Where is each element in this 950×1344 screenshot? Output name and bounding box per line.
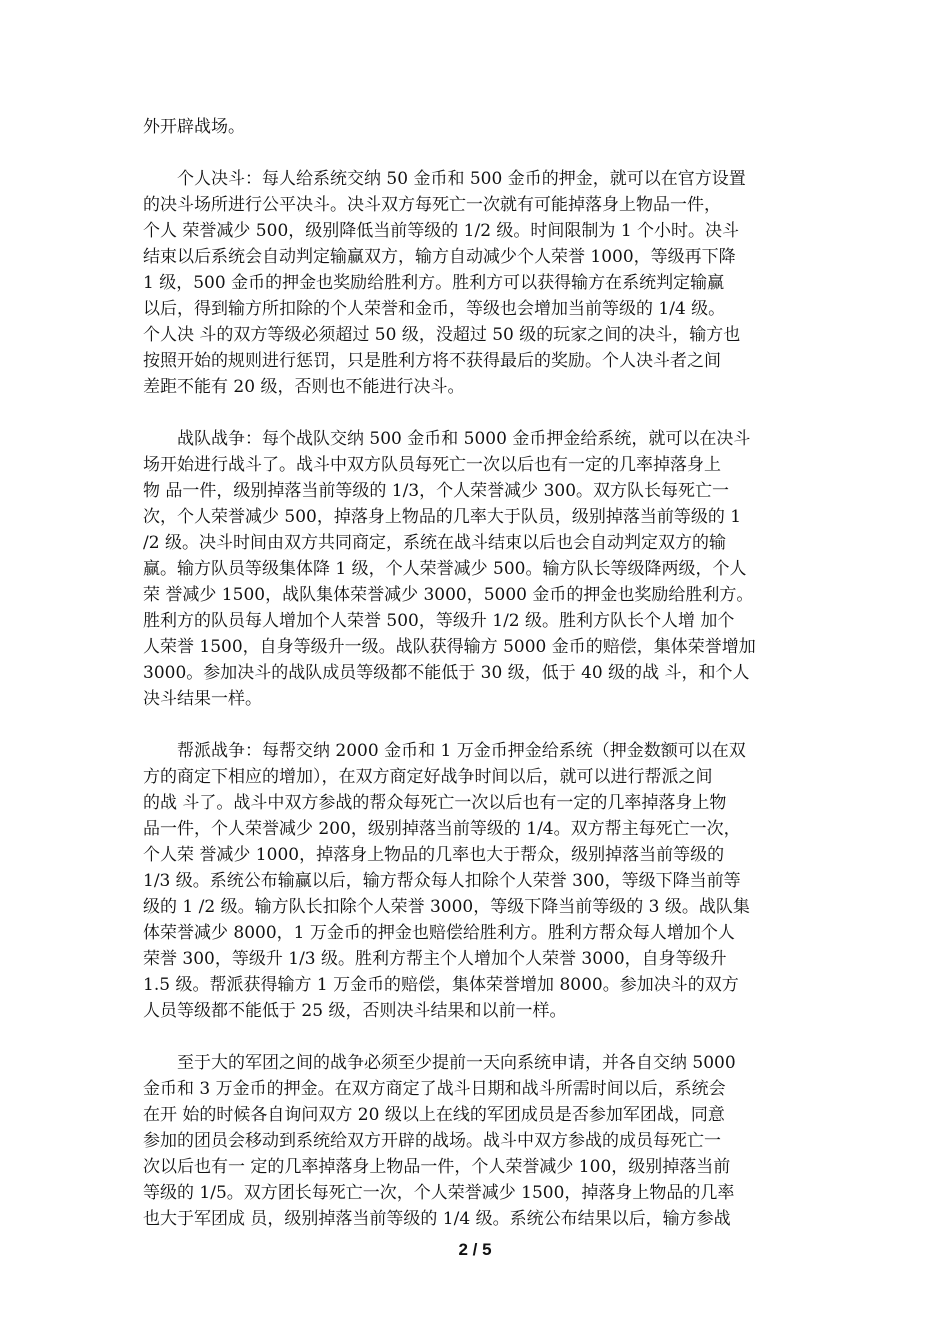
text-line: 决斗结果一样。 bbox=[143, 689, 262, 709]
text-line: 外开辟战场。 bbox=[143, 117, 245, 137]
text-line: 次，个人荣誉减少 500，掉落身上物品的几率大于队员，级别掉落当前等级的 1 bbox=[143, 507, 742, 527]
text-line: 1/3 级。系统公布输赢以后，输方帮众每人扣除个人荣誉 300，等级下降当前等 bbox=[143, 871, 741, 891]
text-line: 以后，得到输方所扣除的个人荣誉和金币，等级也会增加当前等级的 1/4 级。 bbox=[143, 299, 726, 319]
text-line: 的战 斗了。战斗中双方参战的帮众每死亡一次以后也有一定的几率掉落身上物 bbox=[143, 793, 727, 813]
text-line: 3000。参加决斗的战队成员等级都不能低于 30 级，低于 40 级的战 斗，和个人 bbox=[143, 663, 750, 683]
text-line: 1 级，500 金币的押金也奖励给胜利方。胜利方可以获得输方在系统判定输赢 bbox=[143, 273, 725, 293]
text-line: 至于大的军团之间的战争必须至少提前一天向系统申请，并各自交纳 5000 bbox=[143, 1053, 736, 1073]
text-line: 也大于军团成 员，级别掉落当前等级的 1/4 级。系统公布结果以后，输方参战 bbox=[143, 1209, 731, 1229]
text-line: 人员等级都不能低于 25 级，否则决斗结果和以前一样。 bbox=[143, 1001, 567, 1021]
text-line: 物 品一件，级别掉落当前等级的 1/3，个人荣誉减少 300。双方队长每死亡一 bbox=[143, 481, 730, 501]
text-line: 个人荣 誉减少 1000，掉落身上物品的几率也大于帮众，级别掉落当前等级的 bbox=[143, 845, 725, 865]
text-line: 金币和 3 万金币的押金。在双方商定了战斗日期和战斗所需时间以后，系统会 bbox=[143, 1079, 726, 1099]
text-line: 按照开始的规则进行惩罚，只是胜利方将不获得最后的奖励。个人决斗者之间 bbox=[143, 351, 721, 371]
text-line: 个人 荣誉减少 500，级别降低当前等级的 1/2 级。时间限制为 1 个小时。决斗 bbox=[143, 221, 740, 241]
text-line: 品一件，个人荣誉减少 200，级别掉落当前等级的 1/4。双方帮主每死亡一次， bbox=[143, 819, 741, 839]
text-line: 级的 1 /2 级。输方队长扣除个人荣誉 3000，等级下降当前等级的 3 级。战队集 bbox=[143, 897, 750, 917]
page-number: 2 / 5 bbox=[458, 1240, 492, 1259]
text-line: 方的商定下相应的增加），在双方商定好战争时间以后，就可以进行帮派之间 bbox=[143, 767, 713, 787]
text-line: 战队战争：每个战队交纳 500 金币和 5000 金币押金给系统，就可以在决斗 bbox=[143, 429, 751, 449]
text-line: 胜利方的队员每人增加个人荣誉 500，等级升 1/2 级。胜利方队长个人增 加个 bbox=[143, 611, 735, 631]
text-line: 结束以后系统会自动判定输赢双方，输方自动减少个人荣誉 1000，等级再下降 bbox=[143, 247, 736, 267]
text-line: 赢。输方队员等级集体降 1 级，个人荣誉减少 500。输方队长等级降两级，个人 bbox=[143, 559, 747, 579]
text-line: 荣誉 300，等级升 1/3 级。胜利方帮主个人增加个人荣誉 3000，自身等级升 bbox=[143, 949, 727, 969]
text-line: 次以后也有一 定的几率掉落身上物品一件，个人荣誉减少 100，级别掉落当前 bbox=[143, 1157, 731, 1177]
text-line: 帮派战争：每帮交纳 2000 金币和 1 万金币押金给系统（押金数额可以在双 bbox=[143, 741, 746, 761]
text-line: 1.5 级。帮派获得输方 1 万金币的赔偿，集体荣誉增加 8000。参加决斗的双方 bbox=[143, 975, 739, 995]
text-line: 个人决 斗的双方等级必须超过 50 级，没超过 50 级的玩家之间的决斗，输方也 bbox=[143, 325, 741, 345]
text-line: 荣 誉减少 1500，战队集体荣誉减少 3000，5000 金币的押金也奖励给胜利方。 bbox=[143, 585, 754, 605]
text-line: 体荣誉减少 8000，1 万金币的押金也赔偿给胜利方。胜利方帮众每人增加个人 bbox=[143, 923, 735, 943]
text-line: /2 级。决斗时间由双方共同商定，系统在战斗结束以后也会自动判定双方的输 bbox=[143, 533, 726, 553]
text-line: 在开 始的时候各自询问双方 20 级以上在线的军团成员是否参加军团战，同意 bbox=[143, 1105, 725, 1125]
text-line: 差距不能有 20 级，否则也不能进行决斗。 bbox=[143, 377, 465, 397]
text-line: 的决斗场所进行公平决斗。决斗双方每死亡一次就有可能掉落身上物品一件， bbox=[143, 195, 721, 215]
text-line: 人荣誉 1500，自身等级升一级。战队获得输方 5000 金币的赔偿，集体荣誉增加 bbox=[143, 637, 756, 657]
text-line: 参加的团员会移动到系统给双方开辟的战场。战斗中双方参战的成员每死亡一 bbox=[143, 1131, 721, 1151]
text-line: 场开始进行战斗了。战斗中双方队员每死亡一次以后也有一定的几率掉落身上 bbox=[143, 455, 721, 475]
text-line: 个人决斗：每人给系统交纳 50 金币和 500 金币的押金，就可以在官方设置 bbox=[143, 169, 746, 189]
text-line: 等级的 1/5。双方团长每死亡一次，个人荣誉减少 1500，掉落身上物品的几率 bbox=[143, 1183, 735, 1203]
